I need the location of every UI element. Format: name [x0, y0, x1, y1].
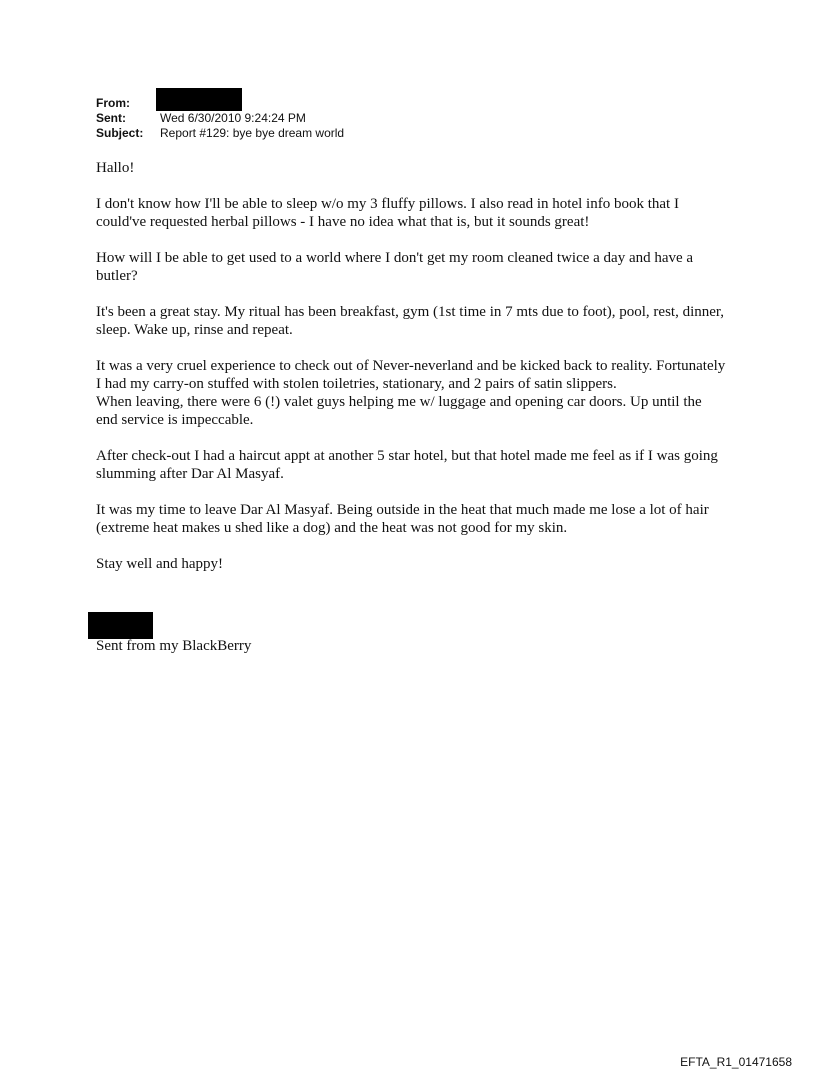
subject-label: Subject: [96, 126, 144, 140]
body-paragraph: After check-out I had a haircut appt at another 5 star hotel, but that hotel made me feel as if I was going slumming after Dar Al Masyaf. [96, 448, 718, 482]
greeting: Hallo! [96, 160, 135, 176]
sent-label: Sent: [96, 111, 126, 125]
body-paragraph: When leaving, there were 6 (!) valet guys helping me w/ luggage and opening car doors. Up until the end service is impeccable. [96, 394, 702, 428]
body-paragraph: I don't know how I'll be able to sleep w/o my 3 fluffy pillows. I also read in hotel info book that I could've requested herbal pillows - I have no idea what that is, but it sounds great! [96, 196, 679, 230]
body-paragraph: It was my time to leave Dar Al Masyaf. Being outside in the heat that much made me lose a lot of hair (extreme heat makes u shed like a dog) and the heat was not good for my skin. [96, 502, 709, 536]
closing-line: Stay well and happy! [96, 556, 224, 572]
sent-row [96, 111, 344, 126]
body-paragraph: It's been a great stay. My ritual has been breakfast, gym (1st time in 7 mts due to foot), pool, rest, dinner, sleep. Wake up, rinse and repeat. [96, 304, 725, 338]
redaction-bar-sender [156, 88, 242, 111]
subject-value: Report #129: bye bye dream world [160, 126, 345, 140]
body-paragraph: It was a very cruel experience to check out of Never-neverland and be kicked back to reality. Fortunately I had my carry-on stuffed with stolen toiletries, stationary, and 2 pairs of satin slippers. [96, 358, 726, 392]
subject-row [96, 126, 344, 141]
sent-value: Wed 6/30/2010 9:24:24 PM [160, 111, 306, 125]
body-paragraph: How will I be able to get used to a world where I don't get my room cleaned twice a day and have a butler? [96, 250, 694, 284]
redaction-bar-signature [88, 612, 153, 639]
from-label: From: [96, 96, 130, 110]
signature-line: Sent from my BlackBerry [96, 638, 252, 654]
document-id: EFTA_R1_01471658 [680, 1055, 792, 1069]
email-body [96, 159, 726, 591]
